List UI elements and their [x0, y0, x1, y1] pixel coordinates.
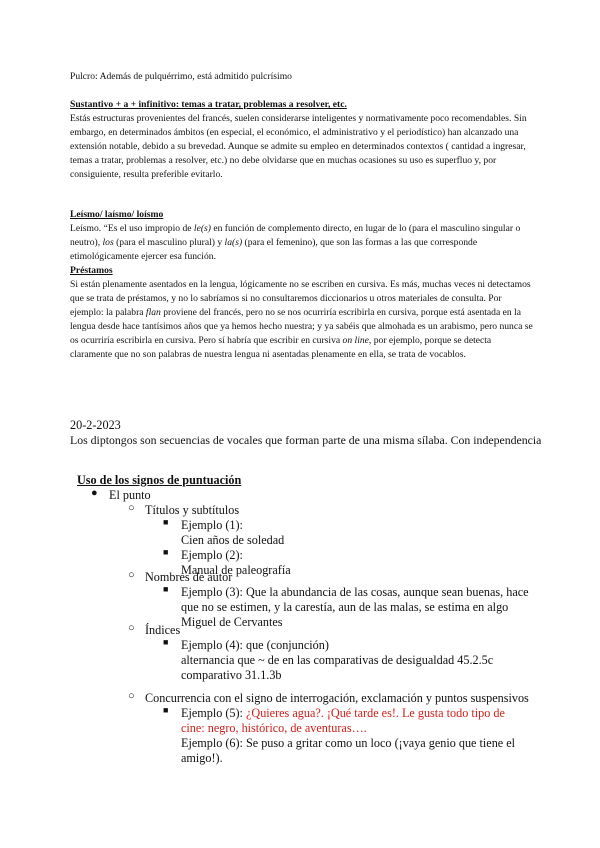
bullet-circle-icon: ○	[128, 569, 135, 581]
bullet-circle-icon: ○	[128, 502, 135, 514]
prestamos-section	[70, 264, 535, 362]
outline-titulos: Títulos y subtítulos	[145, 503, 240, 517]
ejemplo-6-line1: Ejemplo (6): Se puso a gritar como un loco (¡vaya genio que tiene el	[181, 736, 516, 750]
bullet-circle-icon: ○	[128, 690, 135, 702]
ejemplo-2-label: Ejemplo (2):	[181, 548, 243, 562]
pulcro-text: Pulcro: Además de pulquérrimo, está admitido pulcrísimo	[70, 71, 292, 82]
sustantivo-body: Estás estructuras provenientes del francés, suelen considerarse inteligentes y normativamente poco recomendables. Sin embargo, en determinados ámbitos (en especial, el económico, el administrativo y el periodístico) han alcanzado una extensión notable, debido a su brevedad. Aunque se admite su empleo en determinados contextos ( cantidad a ingresar, temas a tratar, problemas a resolver, etc.) no debe olvidarse que en muchas ocasiones su uso es superfluo y, por consiguiente, resulta preferible evitarlo.	[70, 113, 527, 180]
bullet-square-icon: ■	[163, 584, 169, 594]
bullet-square-icon: ■	[163, 637, 169, 647]
ejemplo-3-line2: que no se estimen, y la carestía, aun de las malas, se estima en algo	[181, 600, 509, 614]
leismo-heading: Leísmo/ laísmo/ loísmo	[70, 209, 164, 220]
ejemplo-4-line3: comparativo 31.1.3b	[181, 668, 282, 682]
date-line: 20-2-2023	[70, 418, 121, 432]
outline-title: Uso de los signos de puntuación	[77, 473, 242, 487]
outline-nombres: Nombres de autor	[145, 570, 233, 584]
ejemplo-5-line1: Ejemplo (5): ¿Quieres agua?. ¡Qué tarde es!. Le gusta todo tipo de	[181, 706, 505, 720]
ejemplo-4-line1: Ejemplo (4): que (conjunción)	[181, 638, 329, 652]
ejemplo-1-text: Cien años de soledad	[181, 533, 285, 547]
ejemplo-3-line3: Miguel de Cervantes	[181, 615, 283, 629]
bullet-disc-icon: ●	[91, 487, 98, 499]
outline-concurrencia: Concurrencia con el signo de interrogación, exclamación y puntos suspensivos	[145, 691, 529, 705]
prestamos-heading: Préstamos	[70, 265, 113, 276]
diptongos-line: Los diptongos son secuencias de vocales que forman parte de una misma sílaba. Con independencia	[70, 433, 542, 447]
ejemplo-6-line2: amigo!).	[181, 751, 223, 765]
ejemplo-5-red-text: ¿Quieres agua?. ¡Qué tarde es!. Le gusta todo tipo de	[245, 706, 505, 720]
sustantivo-heading: Sustantivo + a + infinitivo: temas a tratar, problemas a resolver, etc.	[70, 99, 347, 110]
bullet-square-icon: ■	[163, 547, 169, 557]
leismo-section	[70, 208, 535, 264]
sustantivo-section	[70, 98, 535, 182]
leismo-body: Leísmo. “Es el uso impropio de le(s) en función de complemento directo, en lugar de lo (para el masculino singular o neutro), los (para el masculino plural) y la(s) (para el femenino), que son las formas a las que corresponde etimológicamente ejercer esa función.	[70, 223, 521, 262]
ejemplo-2-text: Manual de paleografía	[181, 563, 291, 577]
ejemplo-4-line2: alternancia que ~ de en las comparativas de desigualdad 45.2.5c	[181, 653, 494, 667]
bullet-square-icon: ■	[163, 705, 169, 715]
ejemplo-3-line1: Ejemplo (3): Que la abundancia de las cosas, aunque sean buenas, hace	[181, 585, 529, 599]
outline-punto: El punto	[109, 488, 151, 502]
ejemplo-5-line2: cine: negro, histórico, de aventuras….	[181, 721, 367, 735]
ejemplo-1-label: Ejemplo (1):	[181, 518, 243, 532]
pulcro-note	[70, 70, 535, 84]
outline-indices: Índices	[145, 623, 181, 637]
bullet-square-icon: ■	[163, 517, 169, 527]
bullet-circle-icon: ○	[128, 622, 135, 634]
prestamos-body: Si están plenamente asentados en la lengua, lógicamente no se escriben en cursiva. Es más, muchas veces ni detectamos que se trata de préstamos, y no lo sabríamos si no consultaremos diccionarios u otros materiales de consulta. Por ejemplo: la palabra flan proviene del francés, pero no se nos ocurriría escribirla en cursiva, porque está asentada en la lengua desde hace tantísimos años que ya hemos hecho nuestra; y ya sabéis que almohada es un arabismo, pero nunca se os ocurriría escribirla en cursiva. Pero sí habría que escribir en cursiva on line, por ejemplo, porque se detecta claramente que no son palabras de nuestra lengua ni asentadas plenamente en ella, se trata de vocablos.	[70, 279, 533, 360]
